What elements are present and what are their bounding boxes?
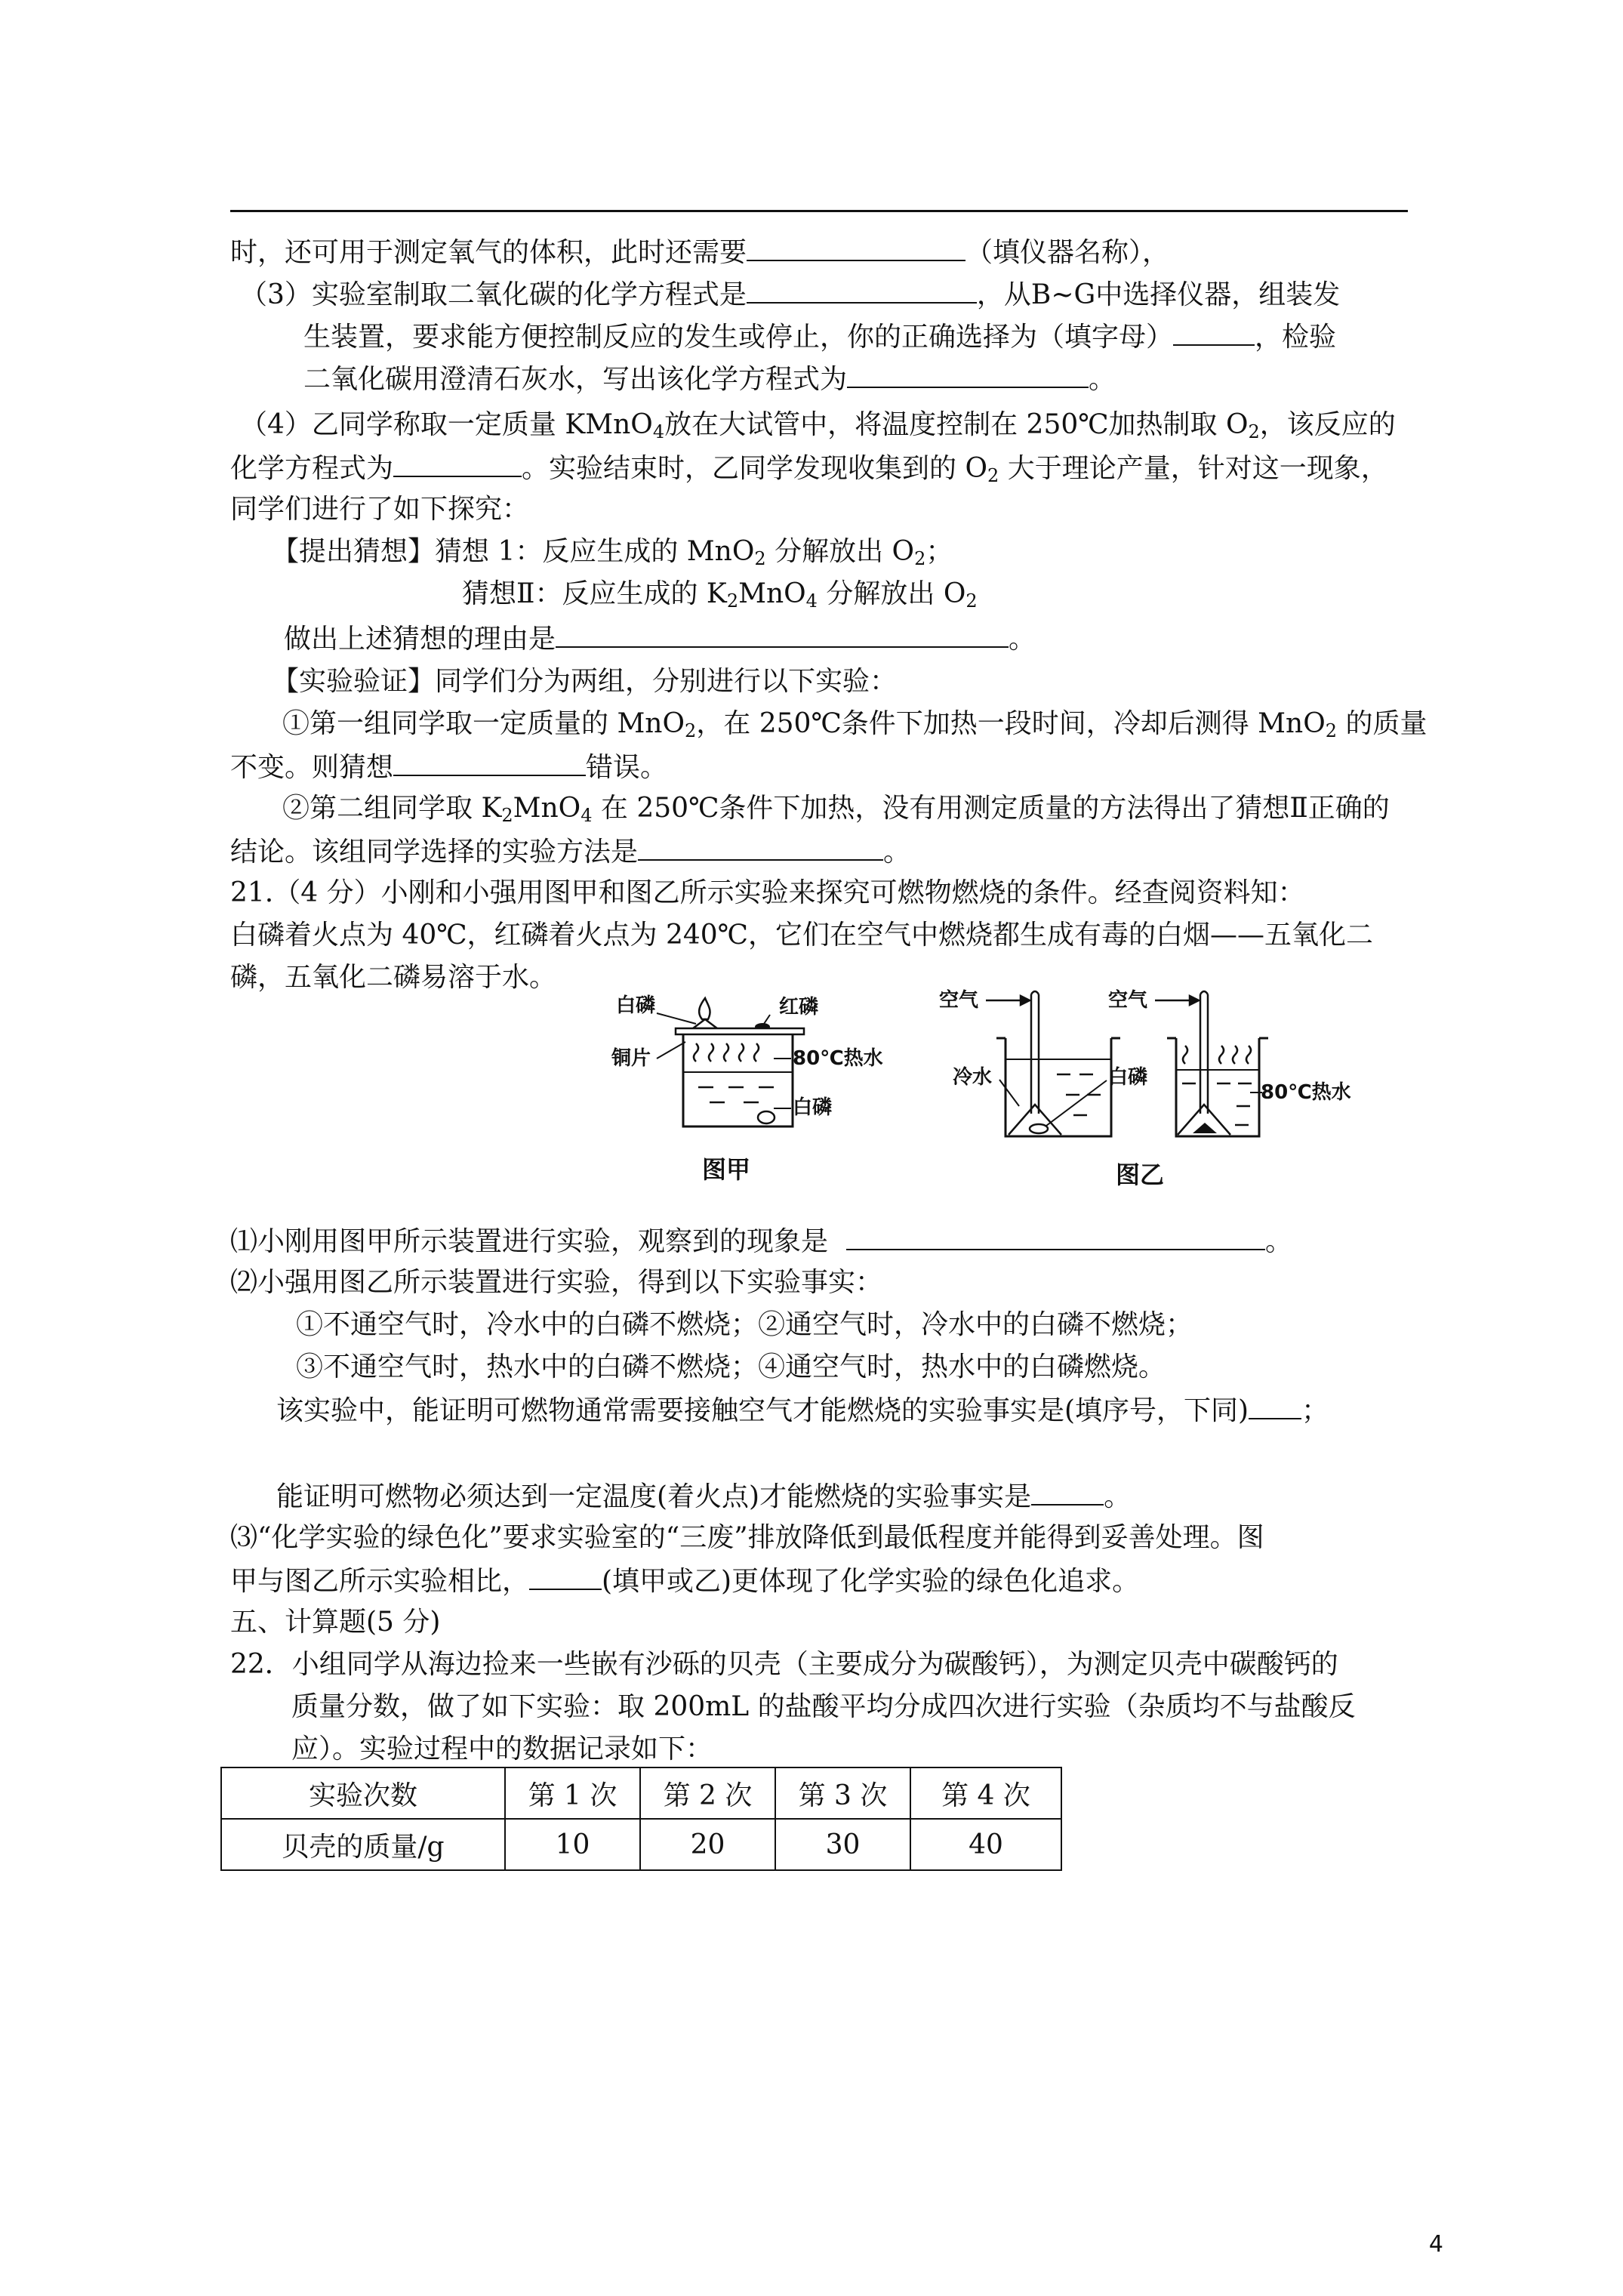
question-22-line-2: 质量分数，做了如下实验：取 200mL 的盐酸平均分成四次进行实验（杂质均不与盐酸反 [291,1691,1356,1722]
table-cell: 10 [505,1819,640,1870]
label-cold-water: 冷水 [953,1066,993,1089]
caption-figure-b: 图乙 [1116,1160,1165,1189]
question-21-line-2: 白磷着火点为 40℃，红磷着火点为 240℃，它们在空气中燃烧都生成有毒的白烟——五氧化二 [230,920,1373,951]
white-phosphorus-hot [1193,1123,1217,1133]
verify-e1-cont: 不变。则猜想 错误。 [230,749,667,784]
part-3: ⑶“化学实验的绿色化”要求实验室的“三废”排放降低到最低程度并能得到妥善处理。图 [230,1522,1264,1553]
table-header-cell: 第 1 次 [505,1767,640,1819]
beaker-cold [1006,1038,1111,1136]
label-hot-water: 80℃热水 [1261,1081,1351,1104]
figure-a [611,989,929,1185]
answer-blank[interactable] [847,361,1089,388]
question-4-line-3: 同学们进行了如下探究： [230,494,530,525]
white-phosphorus-mark [693,1019,717,1028]
question-22-line-1: 22．小组同学从海边捡来一些嵌有沙砾的贝壳（主要成分为碳酸钙），为测定贝壳中碳酸钙的 [230,1649,1338,1680]
table-header-cell: 实验次数 [221,1767,505,1819]
guess-2: 猜想Ⅱ：反应生成的 $K_2MnO_4$ 分解放出 $O_2$ [462,578,978,612]
question-3-line-1: （3）实验室制取二氧化碳的化学方程式是 ，从B~G中选择仪器，组装发 [240,276,1340,311]
header-rule [230,210,1408,212]
text-line: 时，还可用于测定氧气的体积，此时还需要 （填仪器名称）， [230,234,1169,269]
page-number: 4 [1428,2231,1443,2257]
answer-blank[interactable] [1031,1478,1104,1505]
label-white-phosphorus-2: 白磷 [793,1096,833,1119]
label-white-phosphorus: 白磷 [1108,1066,1148,1089]
table-cell: 40 [910,1819,1061,1870]
answer-blank[interactable] [1173,319,1255,346]
answer-blank[interactable] [556,621,1009,648]
table-header-cell: 第 2 次 [640,1767,775,1819]
table-header-row [221,1767,1061,1819]
verify-e1: ①第一组同学取一定质量的 MnO$_2$，在 250℃条件下加热一段时间，冷却后测得 MnO$_2$ 的质量 [282,708,1427,741]
answer-blank[interactable] [393,450,522,477]
table-cell: 贝壳的质量/g [221,1819,505,1870]
figure-b [936,985,1389,1193]
section-title: 五、计算题(5 分) [230,1607,441,1638]
verify-intro: 【实验验证】同学们分为两组，分别进行以下实验： [272,666,898,697]
data-table [220,1767,1062,1871]
label-white-phosphorus: 白磷 [616,994,656,1017]
flame-icon [699,998,710,1019]
fact-2: ③不通空气时，热水中的白磷不燃烧；④通空气时，热水中的白磷燃烧。 [296,1351,1166,1382]
beaker [683,1034,793,1126]
label-air-2: 空气 [1108,989,1148,1012]
part-1: ⑴小刚用图甲所示装置进行实验，观察到的现象是 。 [230,1223,1292,1258]
label-copper-sheet: 铜片 [611,1047,651,1070]
answer-blank[interactable] [393,749,586,776]
question-22-line-3: 应）。实验过程中的数据记录如下： [291,1734,713,1764]
table-cell: 20 [640,1819,775,1870]
table-row [221,1819,1061,1870]
answer-blank[interactable] [1249,1392,1301,1419]
copper-sheet [676,1028,804,1034]
figure-b-drawing [936,985,1389,1193]
label-red-phosphorus: 红磷 [779,996,819,1019]
question-3-line-3: 二氧化碳用澄清石灰水，写出该化学方程式为 。 [303,361,1116,396]
table-header-cell: 第 4 次 [910,1767,1061,1819]
answer-blank[interactable] [747,276,977,304]
white-phosphorus-cold [1030,1124,1048,1133]
part-2: ⑵小强用图乙所示装置进行实验，得到以下实验事实： [230,1267,883,1298]
answer-blank[interactable] [529,1563,602,1590]
caption-figure-a: 图甲 [702,1155,751,1184]
fact-4: 能证明可燃物必须达到一定温度(着火点)才能燃烧的实验事实是 。 [276,1478,1131,1513]
question-4-line-1: （4）乙同学称取一定质量 KMnO$_4$放在大试管中，将温度控制在 250℃加热制取 $O_2$，该反应的 [240,409,1396,442]
verify-e2: ②第二组同学取 $K_2MnO_4$ 在 250℃条件下加热，没有用测定质量的方法得出了猜想Ⅱ正确的 [282,793,1390,826]
guess-reason: 做出上述猜想的理由是 。 [284,621,1036,655]
verify-e2-cont: 结论。该组同学选择的实验方法是 。 [230,834,910,868]
figure-a-drawing [611,989,929,1185]
label-hot-water: 80℃热水 [793,1047,883,1070]
fact-3: 该实验中，能证明可燃物通常需要接触空气才能燃烧的实验事实是(填序号，下同) ； [276,1392,1329,1427]
question-3-line-2: 生装置，要求能方便控制反应的发生或停止，你的正确选择为（填字母） ，检验 [303,319,1336,353]
answer-blank[interactable] [846,1223,1265,1250]
white-phosphorus-in-water [758,1111,775,1123]
answer-blank[interactable] [747,234,965,261]
fact-1: ①不通空气时，冷水中的白磷不燃烧；②通空气时，冷水中的白磷不燃烧； [296,1309,1193,1340]
answer-blank[interactable] [638,834,883,861]
question-4-line-2: 化学方程式为 。实验结束时，乙同学发现收集到的 $O_2$ 大于理论产量，针对这一现象， [230,450,1388,485]
guess-1: 【提出猜想】猜想 1：反应生成的 MnO$_2$ 分解放出 $O_2$； [272,536,953,569]
table-header-cell: 第 3 次 [775,1767,910,1819]
part-3-cont: 甲与图乙所示实验相比， (填甲或乙)更体现了化学实验的绿色化追求。 [230,1563,1139,1598]
question-21-line-3: 磷，五氧化二磷易溶于水。 [230,962,557,993]
question-21-line-1: 21.（4 分）小刚和小强用图甲和图乙所示实验来探究可燃物燃烧的条件。经查阅资料知： [230,877,1305,908]
table-cell: 30 [775,1819,910,1870]
label-air-1: 空气 [939,989,979,1012]
